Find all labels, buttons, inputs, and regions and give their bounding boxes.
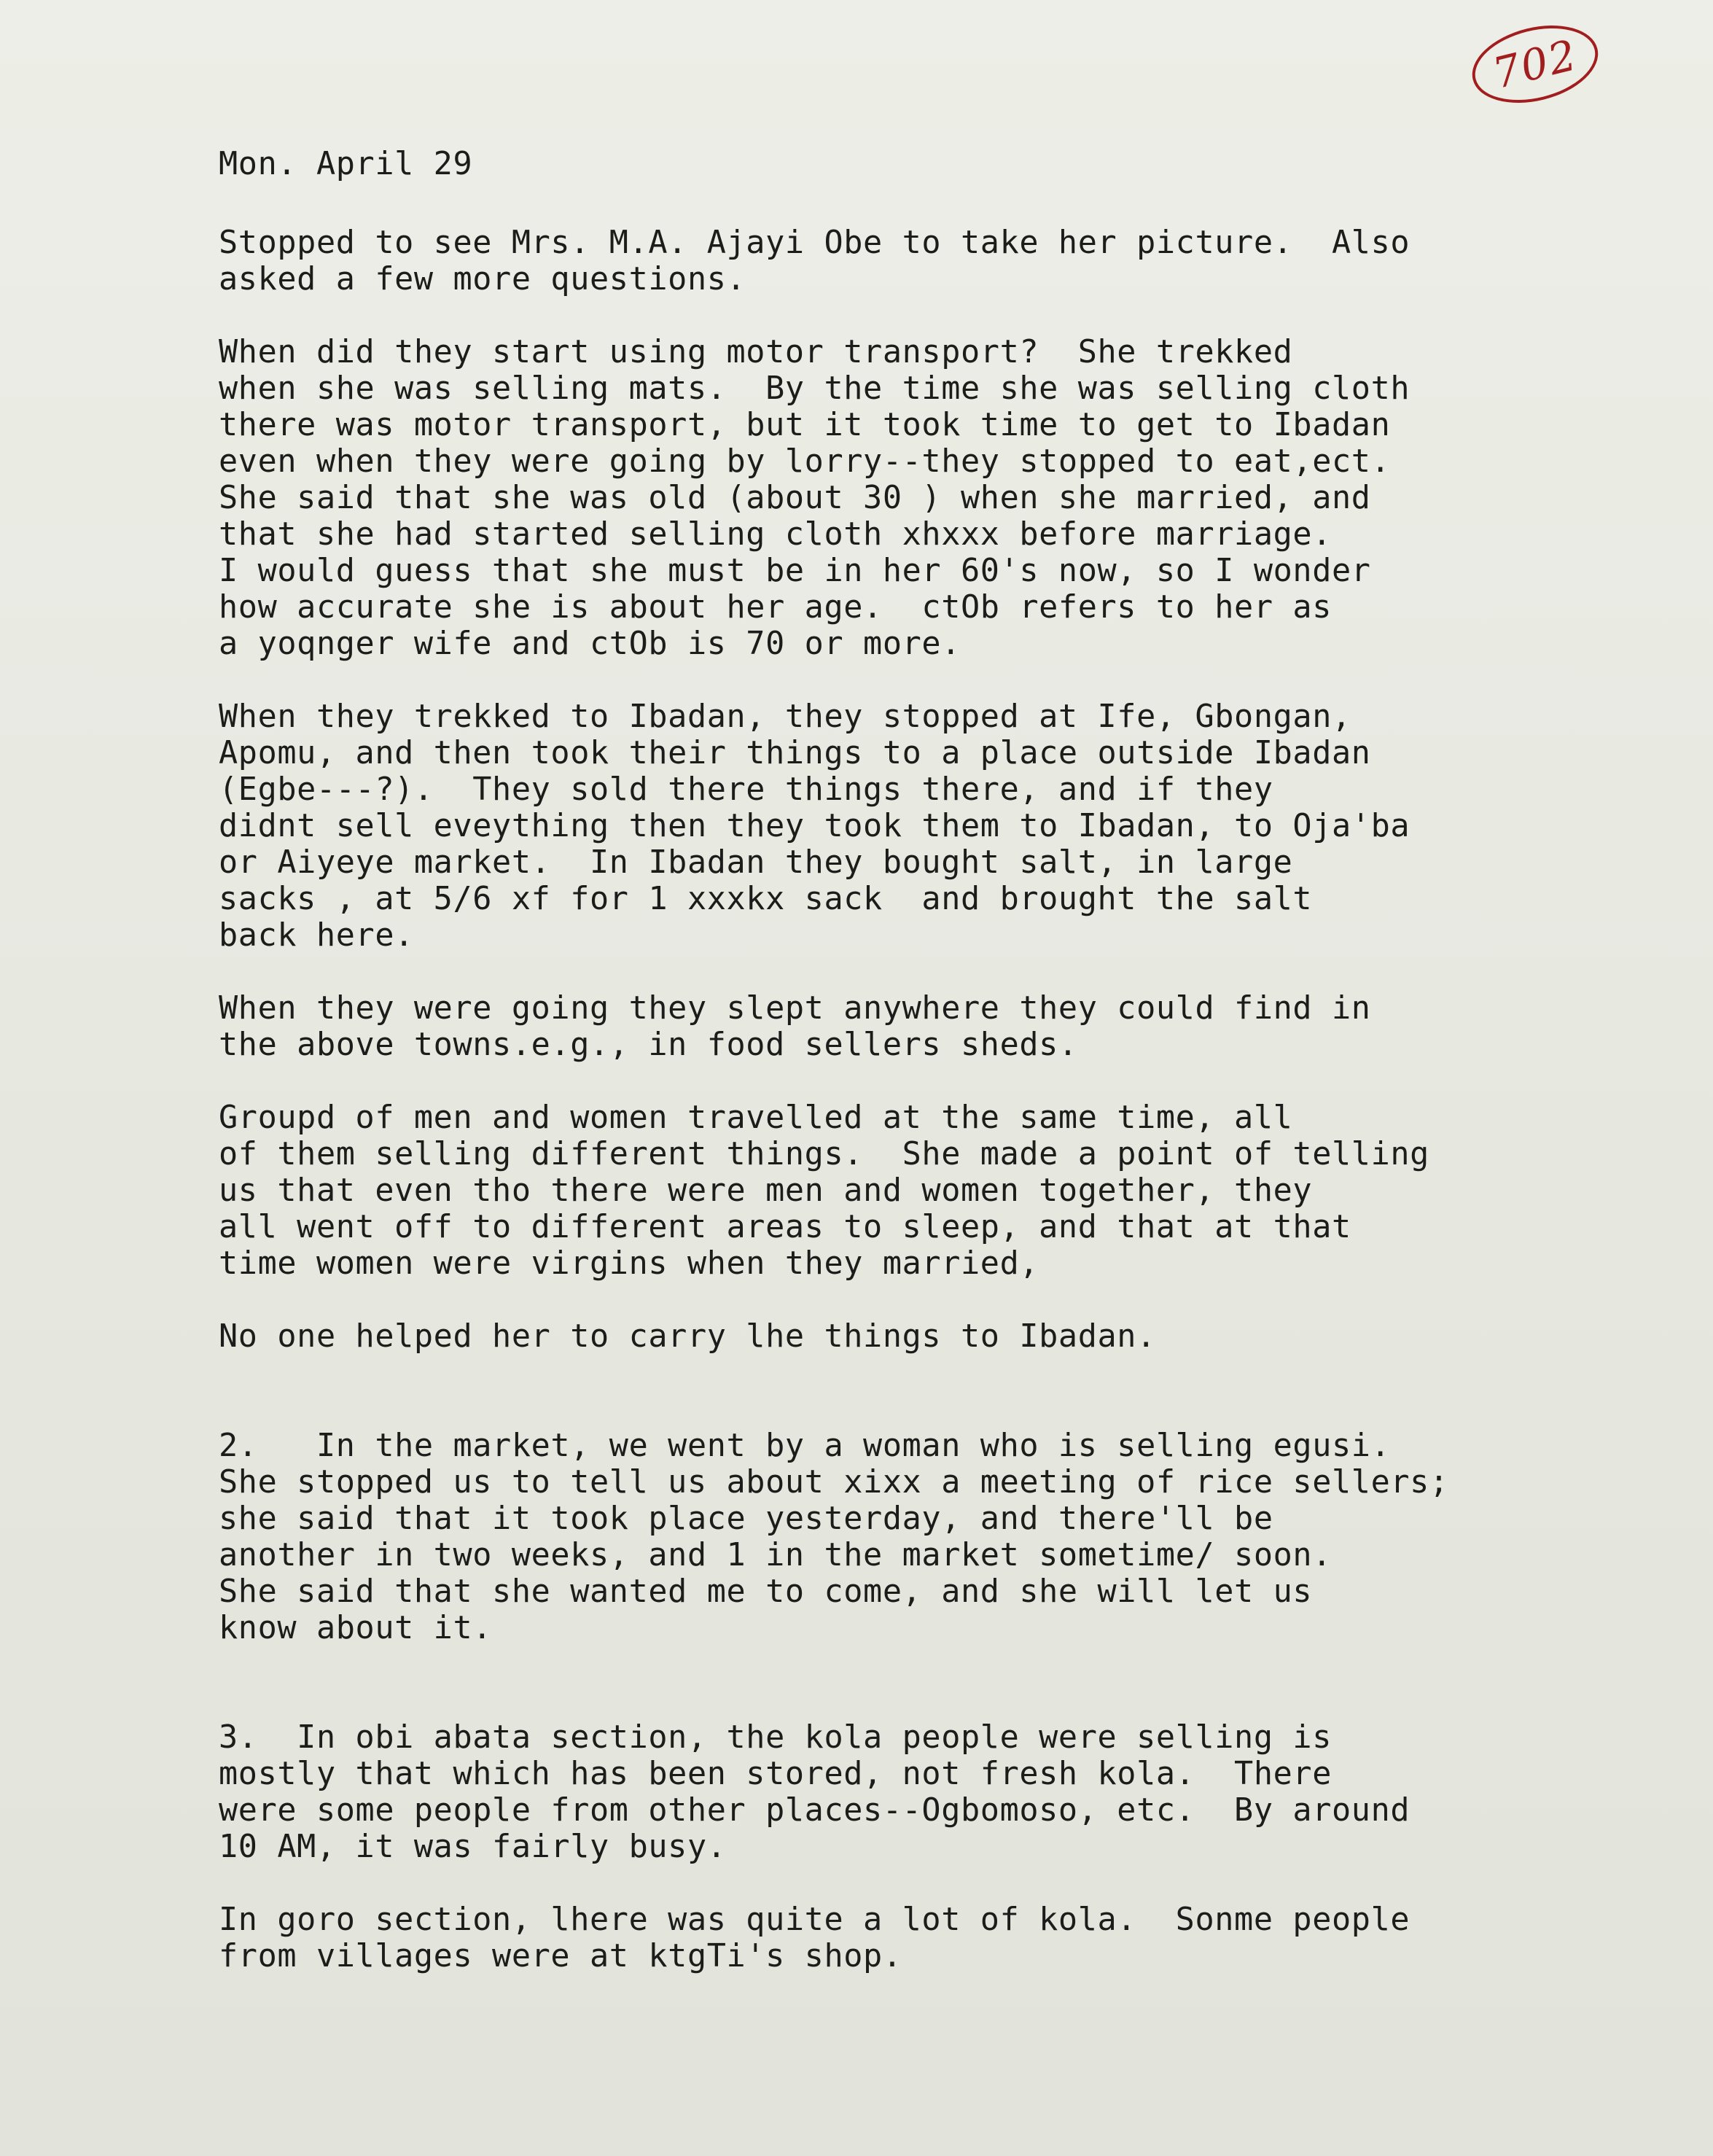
text-line: of them selling different things. She made a point of telling [219,1136,1429,1172]
text-line: from villages were at ktgTi's shop. [219,1938,902,1974]
text-line: another in two weeks, and 1 in the market sometime/ soon. [219,1537,1332,1573]
text-line: asked a few more questions. [219,261,746,297]
text-line: all went off to different areas to sleep, and that at that [219,1209,1351,1245]
text-line: 2. In the market, we went by a woman who is selling egusi. [219,1428,1391,1464]
page-number: 702 [1488,29,1583,99]
text-line: When did they start using motor transport? She trekked [219,334,1293,370]
text-line: She stopped us to tell us about xixx a meeting of rice sellers; [219,1464,1449,1501]
text-line: No one helped her to carry lhe things to Ibadan. [219,1318,1156,1355]
text-line: that she had started selling cloth xhxxx before marriage. [219,516,1332,553]
text-line: Groupd of men and women travelled at the same time, all [219,1100,1293,1136]
text-line: Stopped to see Mrs. M.A. Ajayi Obe to take her picture. Also [219,225,1410,261]
text-line: I would guess that she must be in her 60's now, so I wonder [219,553,1371,589]
text-line: When they trekked to Ibadan, they stopped at Ife, Gbongan, [219,698,1351,735]
text-line: how accurate she is about her age. ctOb refers to her as [219,589,1332,626]
text-line: sacks , at 5/6 xf for 1 xxxkx sack and brought the salt [219,881,1313,917]
text-line: when she was selling mats. By the time she was selling cloth [219,370,1410,407]
text-line: know about it. [219,1610,493,1646]
text-line: In goro section, lhere was quite a lot of kola. Sonme people [219,1902,1410,1938]
text-line: she said that it took place yesterday, and there'll be [219,1501,1273,1537]
text-line: Apomu, and then took their things to a place outside Ibadan [219,735,1371,771]
text-line: a yoqnger wife and ctOb is 70 or more. [219,626,961,662]
text-line: When they were going they slept anywhere they could find in [219,990,1371,1027]
text-line: didnt sell eveything then they took them to Ibadan, to Oja'ba [219,808,1410,844]
text-line: 3. In obi abata section, the kola people were selling is [219,1719,1332,1756]
text-line: She said that she wanted me to come, and she will let us [219,1573,1313,1610]
date-heading: Mon. April 29 [219,146,473,182]
text-line: the above towns.e.g., in food sellers sheds. [219,1027,1078,1063]
text-line: (Egbe---?). They sold there things there, and if they [219,771,1273,808]
text-line: or Aiyeye market. In Ibadan they bought salt, in large [219,844,1293,881]
page-number-circle [1464,13,1607,115]
text-line: there was motor transport, but it took time to get to Ibadan [219,407,1391,443]
text-line: mostly that which has been stored, not fresh kola. There [219,1756,1332,1792]
text-line: time women were virgins when they married, [219,1245,1039,1282]
text-line: even when they were going by lorry--they stopped to eat,ect. [219,443,1391,480]
text-line: 10 AM, it was fairly busy. [219,1829,727,1865]
text-line: back here. [219,917,414,954]
text-line: were some people from other places--Ogbomoso, etc. By around [219,1792,1410,1829]
text-line: us that even tho there were men and women together, they [219,1172,1313,1209]
text-line: She said that she was old (about 30 ) when she married, and [219,480,1371,516]
